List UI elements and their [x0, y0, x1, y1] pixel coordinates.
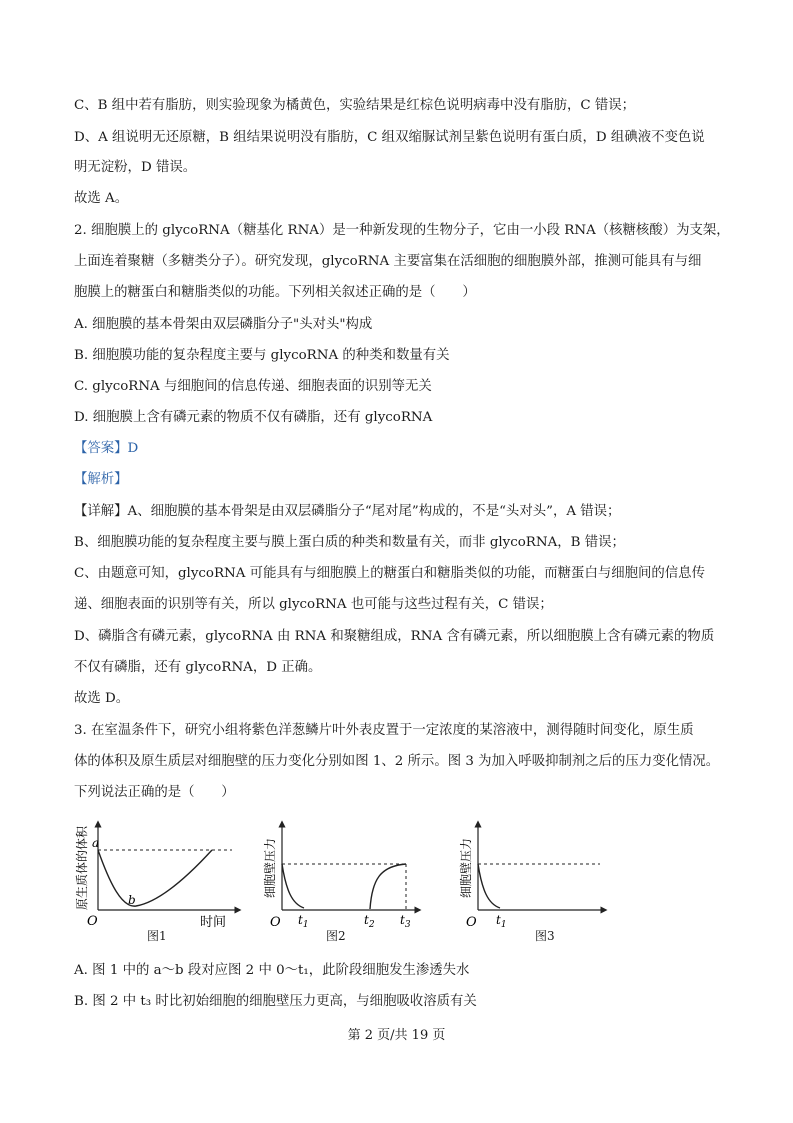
option-a: A. 细胞膜的基本骨架由双层磷脂分子"头对头"构成	[74, 317, 373, 332]
explanation-line-4: 递、细胞表面的识别等有关，所以 glycoRNA 也可能与这些过程有关，C 错误；	[74, 597, 553, 612]
fig3-y-label: 细胞壁压力	[459, 837, 473, 898]
fig1-origin: O	[87, 914, 98, 929]
option-d: D. 细胞膜上含有磷元素的物质不仅有磷脂，还有 glycoRNA	[74, 410, 433, 425]
question-3-line-1: 3. 在室温条件下，研究小组将紫色洋葱鳞片叶外表皮置于一定浓度的某溶液中，测得随时间变化，原生质	[74, 723, 694, 738]
question-3-line-3: 下列说法正确的是（ ）	[74, 785, 235, 800]
explanation-line-3: C、由题意可知，glycoRNA 可能具有与细胞膜上的糖蛋白和糖脂类似的功能，而糖蛋白与细胞间的信息传	[74, 566, 705, 581]
question-2-line-3: 胞膜上的糖蛋白和糖脂类似的功能。下列相关叙述正确的是（ ）	[74, 285, 476, 300]
question-3-line-2: 体的体积及原生质层对细胞壁的压力变化分别如图 1、2 所示。图 3 为加入呼吸抑制剂之后的压力变化情况。	[74, 754, 720, 769]
figure-3	[458, 820, 608, 935]
fig2-pressure-recovery	[370, 864, 406, 909]
fig3-pressure-decline	[478, 864, 500, 908]
fig1-x-label: 时间	[200, 915, 227, 930]
question-3-option-a: A. 图 1 中的 a～b 段对应图 2 中 0～t₁，此阶段细胞发生渗透失水	[74, 963, 470, 978]
page-footer: 第 2 页/共 19 页	[347, 1028, 446, 1043]
question-2-line-2: 上面连着聚糖（多糖类分子）。研究发现，glycoRNA 主要富集在活细胞的细胞膜外部，推测可能具有与细	[74, 254, 702, 269]
explanation-line-5: D、磷脂含有磷元素，glycoRNA 由 RNA 和聚糖组成，RNA 含有磷元素，所以细胞膜上含有磷元素的物质	[74, 629, 715, 644]
fig3-caption: 图3	[535, 929, 555, 943]
explanation-conclusion: 故选 D。	[74, 691, 130, 706]
fig2-t3-label: $t_3$	[400, 913, 411, 930]
explanation-line-1: 【详解】A、细胞膜的基本骨架是由双层磷脂分子“尾对尾”构成的，不是“头对头”，A 错误；	[74, 504, 621, 519]
explanation-line-6: 不仅有磷脂，还有 glycoRNA，D 正确。	[74, 660, 322, 675]
fig2-pressure-decline	[282, 864, 304, 908]
fig2-origin: O	[270, 915, 281, 930]
fig3-t1-label: $t_1$	[496, 913, 507, 930]
figure-1	[70, 814, 245, 944]
text-line-2: D、A 组说明无还原糖，B 组结果说明没有脂肪，C 组双缩脲试剂呈紫色说明有蛋白质，D 组碘液不变色说	[74, 130, 705, 145]
fig3-origin: O	[466, 915, 477, 930]
fig1-y-label: 原生质体的体积	[75, 825, 89, 910]
text-line-3: 明无淀粉，D 错误。	[74, 160, 197, 175]
explanation-line-2: B、细胞膜功能的复杂程度主要与膜上蛋白质的种类和数量有关，而非 glycoRNA，B 错误；	[74, 535, 625, 550]
fig1-point-a: a	[92, 836, 100, 850]
answer-label: 【答案】D	[74, 441, 139, 456]
question-2-line-1: 2. 细胞膜上的 glycoRNA（糖基化 RNA）是一种新发现的生物分子，它由一小段 RNA（核糖核酸）为支架，	[74, 223, 730, 238]
fig2-t1-label: $t_1$	[298, 913, 309, 930]
fig2-caption: 图2	[326, 929, 346, 943]
analysis-label: 【解析】	[74, 472, 128, 487]
option-c: C. glycoRNA 与细胞间的信息传递、细胞表面的识别等无关	[74, 379, 432, 394]
question-3-option-b: B. 图 2 中 t₃ 时比初始细胞的细胞壁压力更高，与细胞吸收溶质有关	[74, 994, 477, 1009]
fig1-volume-curve	[98, 850, 212, 906]
figure-2	[262, 820, 422, 935]
option-b: B. 细胞膜功能的复杂程度主要与 glycoRNA 的种类和数量有关	[74, 348, 450, 363]
fig2-y-label: 细胞壁压力	[263, 837, 277, 898]
fig1-point-b: b	[128, 893, 136, 907]
fig2-t2-label: $t_2$	[364, 913, 375, 930]
text-line-4: 故选 A。	[74, 191, 129, 206]
fig1-caption: 图1	[147, 929, 167, 943]
text-line-1: C、B 组中若有脂肪，则实验现象为橘黄色，实验结果是红棕色说明病毒中没有脂肪，C 错误；	[74, 98, 636, 113]
